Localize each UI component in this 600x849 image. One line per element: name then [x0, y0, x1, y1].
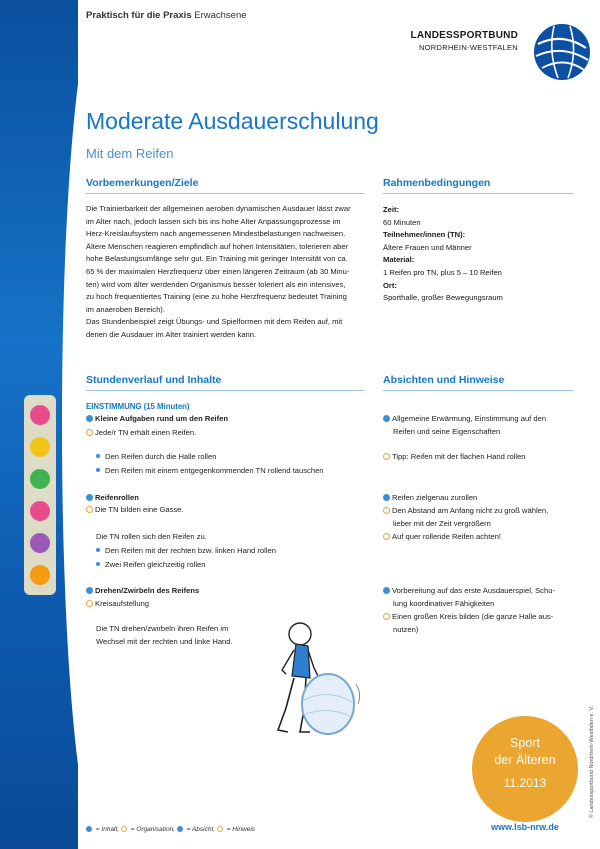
hinweis-icon [383, 507, 390, 514]
list-item: Den Reifen durch die Halle rollen [96, 452, 216, 461]
absicht-icon [383, 494, 390, 501]
absicht-icon [177, 826, 183, 832]
person-with-hoop-illustration [270, 618, 370, 738]
content-item: Reifenrollen [86, 493, 139, 502]
absicht-item: Allgemeine Erwärmung, Einstimmung auf den [383, 414, 546, 423]
text-line: nutzen) [393, 625, 419, 634]
organisation-item: Die TN bilden eine Gasse. [86, 505, 184, 514]
inhalt-icon [86, 826, 92, 832]
divider [86, 390, 364, 391]
hinweis-item: Tipp: Reifen mit der flachen Hand rollen [383, 452, 526, 461]
lsb-globe-icon [532, 22, 592, 82]
absicht-item: Vorbereitung auf das erste Ausdauerspiel, Schu- [383, 586, 555, 595]
organisation-icon [86, 600, 93, 607]
lsb-logo-text [411, 30, 518, 52]
content-item: Drehen/Zwirbeln des Reifens [86, 586, 199, 595]
rahmenbedingungen-list: Zeit: 60 Minuten Teilnehmer/innen (TN): Ältere Frauen und Männer Material: 1 Reifen pro TN, plus 5 – 10 Reifen Ort: Sporthalle, großer Bewegungsraum [383, 205, 503, 303]
absicht-icon [383, 587, 390, 594]
heading-rahmenbedingungen: Rahmenbedingungen [383, 177, 491, 189]
organisation-icon [86, 429, 93, 436]
hinweis-item: Auf quer rollende Reifen achten! [383, 532, 501, 541]
inhalt-icon [86, 494, 93, 501]
divider [86, 193, 364, 194]
text-line: lieber mit der Zeit vergrößern [393, 519, 491, 528]
divider [383, 390, 573, 391]
intro-text: Die Trainierbarkeit der allgemeinen aeroben dynamischen Ausdauer lässt zwar im Alter nach, jedoch lassen sich bis ins hohe Alter Anpassungsprozesse im Herz-Kreislaufsystem nach angemessenen Mindestbelastungen nachweisen. Ältere Menschen reagieren empfindlich auf hohen Intensitäten, tolerieren aber hohe Belastungsumfänge sehr gut. Ein Training mit geringer Intensität von ca. 65 % der maximalen Herzfrequenz über einen längeren Zeitraum (ab 30 Minu- ten) wird vom älter werdenden Organismus besser toleriert als ein intensives, zu hoch frequentiertes Training (eine zu hohe Herzfrequenz bedeutet Training im anaeroben Bereich). Das Stundenbeispiel zeigt Übungs- und Spielformen mit dem Reifen auf, mit denen die Ausdauer im Alter trainiert werden kann. [86, 204, 351, 339]
absicht-icon [383, 415, 390, 422]
hinweis-icon [383, 533, 390, 540]
series-header: Praktisch für die Praxis Erwachsene [86, 10, 247, 21]
hinweis-icon [217, 826, 223, 832]
organisation-item: Jede/r TN erhält einen Reifen. [86, 428, 196, 437]
praktisch-fuer-die-praxis-logo [18, 395, 62, 595]
logo-line-2: NORDRHEIN-WESTFALEN [418, 43, 518, 52]
list-item: Zwei Reifen gleichzeitig rollen [96, 560, 205, 569]
organisation-icon [86, 506, 93, 513]
page-subtitle: Mit dem Reifen [86, 146, 174, 161]
text-line: Die TN rollen sich den Reifen zu. [96, 532, 207, 541]
divider [383, 193, 573, 194]
inhalt-icon [86, 415, 93, 422]
sport-der-aelteren-badge: Sport der Älteren 11.2013 [472, 716, 578, 822]
copyright-vertical: © Landessportbund Nordrhein-Westfalen e. V. [589, 705, 595, 819]
organisation-icon [121, 826, 127, 832]
page-title: Moderate Ausdauerschulung [86, 108, 379, 134]
legend: = Inhalt, = Organisation, = Absicht, = Hinweis [86, 826, 255, 833]
hinweis-item: Einen großen Kreis bilden (die ganze Halle aus- [383, 612, 553, 621]
absicht-item: Reifen zielgenau zurollen [383, 493, 477, 502]
inhalt-icon [86, 587, 93, 594]
list-item: Den Reifen mit einem entgegenkommenden TN rollend tauschen [96, 466, 324, 475]
hinweis-item: Den Abstand am Anfang nicht zu groß wählen, [383, 506, 548, 515]
text-line: Reifen und seine Eigenschaften [393, 427, 501, 436]
heading-vorbemerkungen: Vorbemerkungen/Ziele [86, 177, 199, 189]
organisation-item: Kreisaufstellung [86, 599, 149, 608]
list-item: Den Reifen mit der rechten bzw. linken Hand rollen [96, 546, 276, 555]
text-line: lung koordinativer Fähigkeiten [393, 599, 495, 608]
text-line: Die TN drehen/zwirbeln ihren Reifen im [96, 624, 229, 633]
logo-line-1: LANDESSPORTBUND [410, 30, 518, 41]
warmup-heading: EINSTIMMUNG (15 Minuten) [86, 402, 190, 411]
content-item: Kleine Aufgaben rund um den Reifen [86, 414, 228, 423]
website-link[interactable]: www.lsb-nrw.de [491, 822, 559, 832]
text-line: Wechsel mit der rechten und linke Hand. [96, 637, 233, 646]
heading-absichten: Absichten und Hinweise [383, 374, 505, 386]
hinweis-icon [383, 453, 390, 460]
hinweis-icon [383, 613, 390, 620]
heading-stundenverlauf: Stundenverlauf und Inhalte [86, 374, 222, 386]
